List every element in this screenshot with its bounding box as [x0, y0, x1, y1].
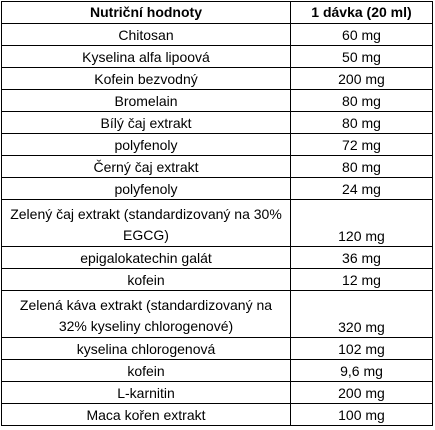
nutrient-value: 36 mg: [291, 247, 433, 269]
table-row: [2, 156, 433, 178]
nutrient-name: polyfenoly: [2, 134, 291, 156]
nutrient-name: L-karnitin: [2, 382, 291, 404]
nutrient-name: Bílý čaj extrakt: [2, 112, 291, 134]
table-row: [2, 247, 433, 269]
nutrient-name: epigalokatechin galát: [2, 247, 291, 269]
nutrient-value: 100 mg: [291, 404, 433, 426]
nutrient-value: 80 mg: [291, 112, 433, 134]
nutrient-name: Maca kořen extrakt: [2, 404, 291, 426]
nutrient-name: Kyselina alfa lipoová: [2, 46, 291, 68]
table-row: [2, 90, 433, 112]
nutrient-value: 24 mg: [291, 178, 433, 200]
table-row: [2, 134, 433, 156]
nutrient-name: Zelená káva extrakt (standardizovaný na 32% kyseliny chlorogenové): [2, 291, 291, 338]
table-row: [2, 68, 433, 90]
table-row: [2, 269, 433, 291]
table-row: [2, 338, 433, 360]
nutrient-name: kofein: [2, 360, 291, 382]
nutrient-name: Bromelain: [2, 90, 291, 112]
table-row: [2, 382, 433, 404]
table-row: [2, 200, 433, 247]
nutrient-name: Černý čaj extrakt: [2, 156, 291, 178]
nutrient-value: 80 mg: [291, 156, 433, 178]
nutrient-name: Zelený čaj extrakt (standardizovaný na 30% EGCG): [2, 200, 291, 247]
nutrient-name: kyselina chlorogenová: [2, 338, 291, 360]
nutrient-value: 9,6 mg: [291, 360, 433, 382]
table-row: [2, 24, 433, 46]
nutrient-value: 72 mg: [291, 134, 433, 156]
nutrient-value: 60 mg: [291, 24, 433, 46]
nutrient-name: Kofein bezvodný: [2, 68, 291, 90]
table-row: [2, 360, 433, 382]
table-row: [2, 46, 433, 68]
nutrient-value: 102 mg: [291, 338, 433, 360]
nutrient-name: Chitosan: [2, 24, 291, 46]
table-row: [2, 112, 433, 134]
table-row: [2, 178, 433, 200]
nutrient-value: 200 mg: [291, 382, 433, 404]
nutrient-value: 50 mg: [291, 46, 433, 68]
nutrient-name: polyfenoly: [2, 178, 291, 200]
nutrient-name: kofein: [2, 269, 291, 291]
nutrient-value: 320 mg: [291, 291, 433, 338]
nutrient-value: 80 mg: [291, 90, 433, 112]
table-row: [2, 291, 433, 338]
nutrient-value: 120 mg: [291, 200, 433, 247]
nutrient-value: 200 mg: [291, 68, 433, 90]
table-row: [2, 404, 433, 426]
header-nutrient: Nutriční hodnoty: [2, 2, 291, 24]
nutrient-value: 12 mg: [291, 269, 433, 291]
table-header-row: [2, 2, 433, 24]
header-dose: 1 dávka (20 ml): [291, 2, 433, 24]
nutrition-table: [1, 1, 433, 426]
